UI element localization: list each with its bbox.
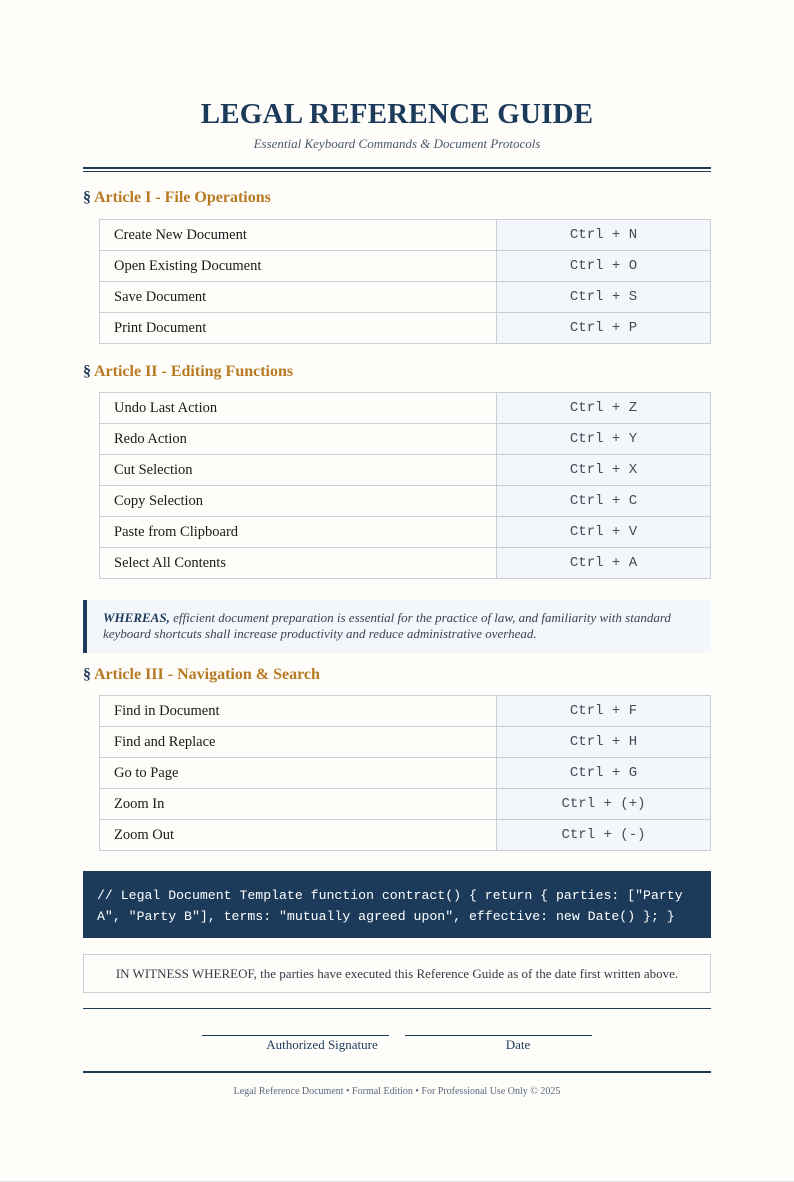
table-row bbox=[100, 313, 711, 344]
action-label: Zoom Out bbox=[100, 820, 497, 851]
whereas-clause bbox=[83, 600, 711, 653]
action-label: Open Existing Document bbox=[100, 251, 497, 282]
table-row bbox=[100, 820, 711, 851]
shortcut-keys: Ctrl + Y bbox=[497, 424, 711, 455]
shortcut-keys: Ctrl + (-) bbox=[497, 820, 711, 851]
signature-line bbox=[202, 1035, 389, 1036]
action-label: Cut Selection bbox=[100, 455, 497, 486]
action-label: Undo Last Action bbox=[100, 393, 497, 424]
date-label: Date bbox=[505, 1037, 531, 1052]
signature-top-divider bbox=[83, 1008, 711, 1009]
action-label: Find and Replace bbox=[100, 727, 497, 758]
section-title: Article III - Navigation & Search bbox=[94, 666, 320, 683]
footer-text: Legal Reference Document • Formal Edition • For Professional Use Only © 2025 bbox=[233, 1086, 561, 1097]
witness-statement: IN WITNESS WHEREOF, the parties have executed this Reference Guide as of the date first written above. bbox=[83, 954, 711, 993]
footer-divider bbox=[83, 1071, 711, 1073]
shortcut-keys: Ctrl + O bbox=[497, 251, 711, 282]
table-row bbox=[100, 424, 711, 455]
action-label: Go to Page bbox=[100, 758, 497, 789]
table-row bbox=[100, 517, 711, 548]
table-row bbox=[100, 220, 711, 251]
shortcut-keys: Ctrl + C bbox=[497, 486, 711, 517]
action-label: Find in Document bbox=[100, 696, 497, 727]
shortcut-keys: Ctrl + X bbox=[497, 455, 711, 486]
section-symbol-icon: § bbox=[83, 189, 91, 206]
shortcut-keys: Ctrl + F bbox=[497, 696, 711, 727]
table-row bbox=[100, 696, 711, 727]
shortcut-table-editing-functions bbox=[99, 392, 711, 579]
table-row bbox=[100, 486, 711, 517]
table-row bbox=[100, 282, 711, 313]
shortcut-keys: Ctrl + G bbox=[497, 758, 711, 789]
code-block: // Legal Document Template function contract() { return { parties: ["Party A", "Party B"], terms: "mutually agreed upon", effective: new Date() }; } bbox=[83, 871, 711, 938]
shortcut-table-navigation-search bbox=[99, 695, 711, 851]
action-label: Save Document bbox=[100, 282, 497, 313]
table-row bbox=[100, 548, 711, 579]
action-label: Copy Selection bbox=[100, 486, 497, 517]
shortcut-keys: Ctrl + S bbox=[497, 282, 711, 313]
shortcut-keys: Ctrl + H bbox=[497, 727, 711, 758]
shortcut-keys: Ctrl + A bbox=[497, 548, 711, 579]
whereas-text: efficient document preparation is essential for the practice of law, and familiarity with standard keyboard shortcuts shall increase productivity and reduce administrative overhead. bbox=[103, 610, 671, 641]
signature-label: Authorized Signature bbox=[266, 1037, 378, 1052]
whereas-lead: WHEREAS, bbox=[103, 610, 170, 625]
table-row bbox=[100, 251, 711, 282]
action-label: Select All Contents bbox=[100, 548, 497, 579]
table-row bbox=[100, 727, 711, 758]
action-label: Paste from Clipboard bbox=[100, 517, 497, 548]
table-row bbox=[100, 758, 711, 789]
page-subtitle: Essential Keyboard Commands & Document Protocols bbox=[253, 136, 541, 151]
section-symbol-icon: § bbox=[83, 363, 91, 380]
section-heading-article-2 bbox=[83, 363, 293, 381]
shortcut-keys: Ctrl + Z bbox=[497, 393, 711, 424]
section-symbol-icon: § bbox=[83, 666, 91, 683]
table-row bbox=[100, 789, 711, 820]
shortcut-table-file-operations bbox=[99, 219, 711, 344]
table-row bbox=[100, 393, 711, 424]
shortcut-keys: Ctrl + (+) bbox=[497, 789, 711, 820]
section-heading-article-1 bbox=[83, 189, 271, 207]
shortcut-keys: Ctrl + N bbox=[497, 220, 711, 251]
action-label: Create New Document bbox=[100, 220, 497, 251]
section-title: Article I - File Operations bbox=[94, 189, 271, 206]
action-label: Print Document bbox=[100, 313, 497, 344]
section-title: Article II - Editing Functions bbox=[94, 363, 294, 380]
table-row bbox=[100, 455, 711, 486]
header-divider bbox=[83, 167, 711, 172]
section-heading-article-3 bbox=[83, 666, 320, 684]
shortcut-keys: Ctrl + V bbox=[497, 517, 711, 548]
shortcut-keys: Ctrl + P bbox=[497, 313, 711, 344]
date-line bbox=[405, 1035, 592, 1036]
page-title: LEGAL REFERENCE GUIDE bbox=[200, 98, 594, 130]
action-label: Zoom In bbox=[100, 789, 497, 820]
action-label: Redo Action bbox=[100, 424, 497, 455]
